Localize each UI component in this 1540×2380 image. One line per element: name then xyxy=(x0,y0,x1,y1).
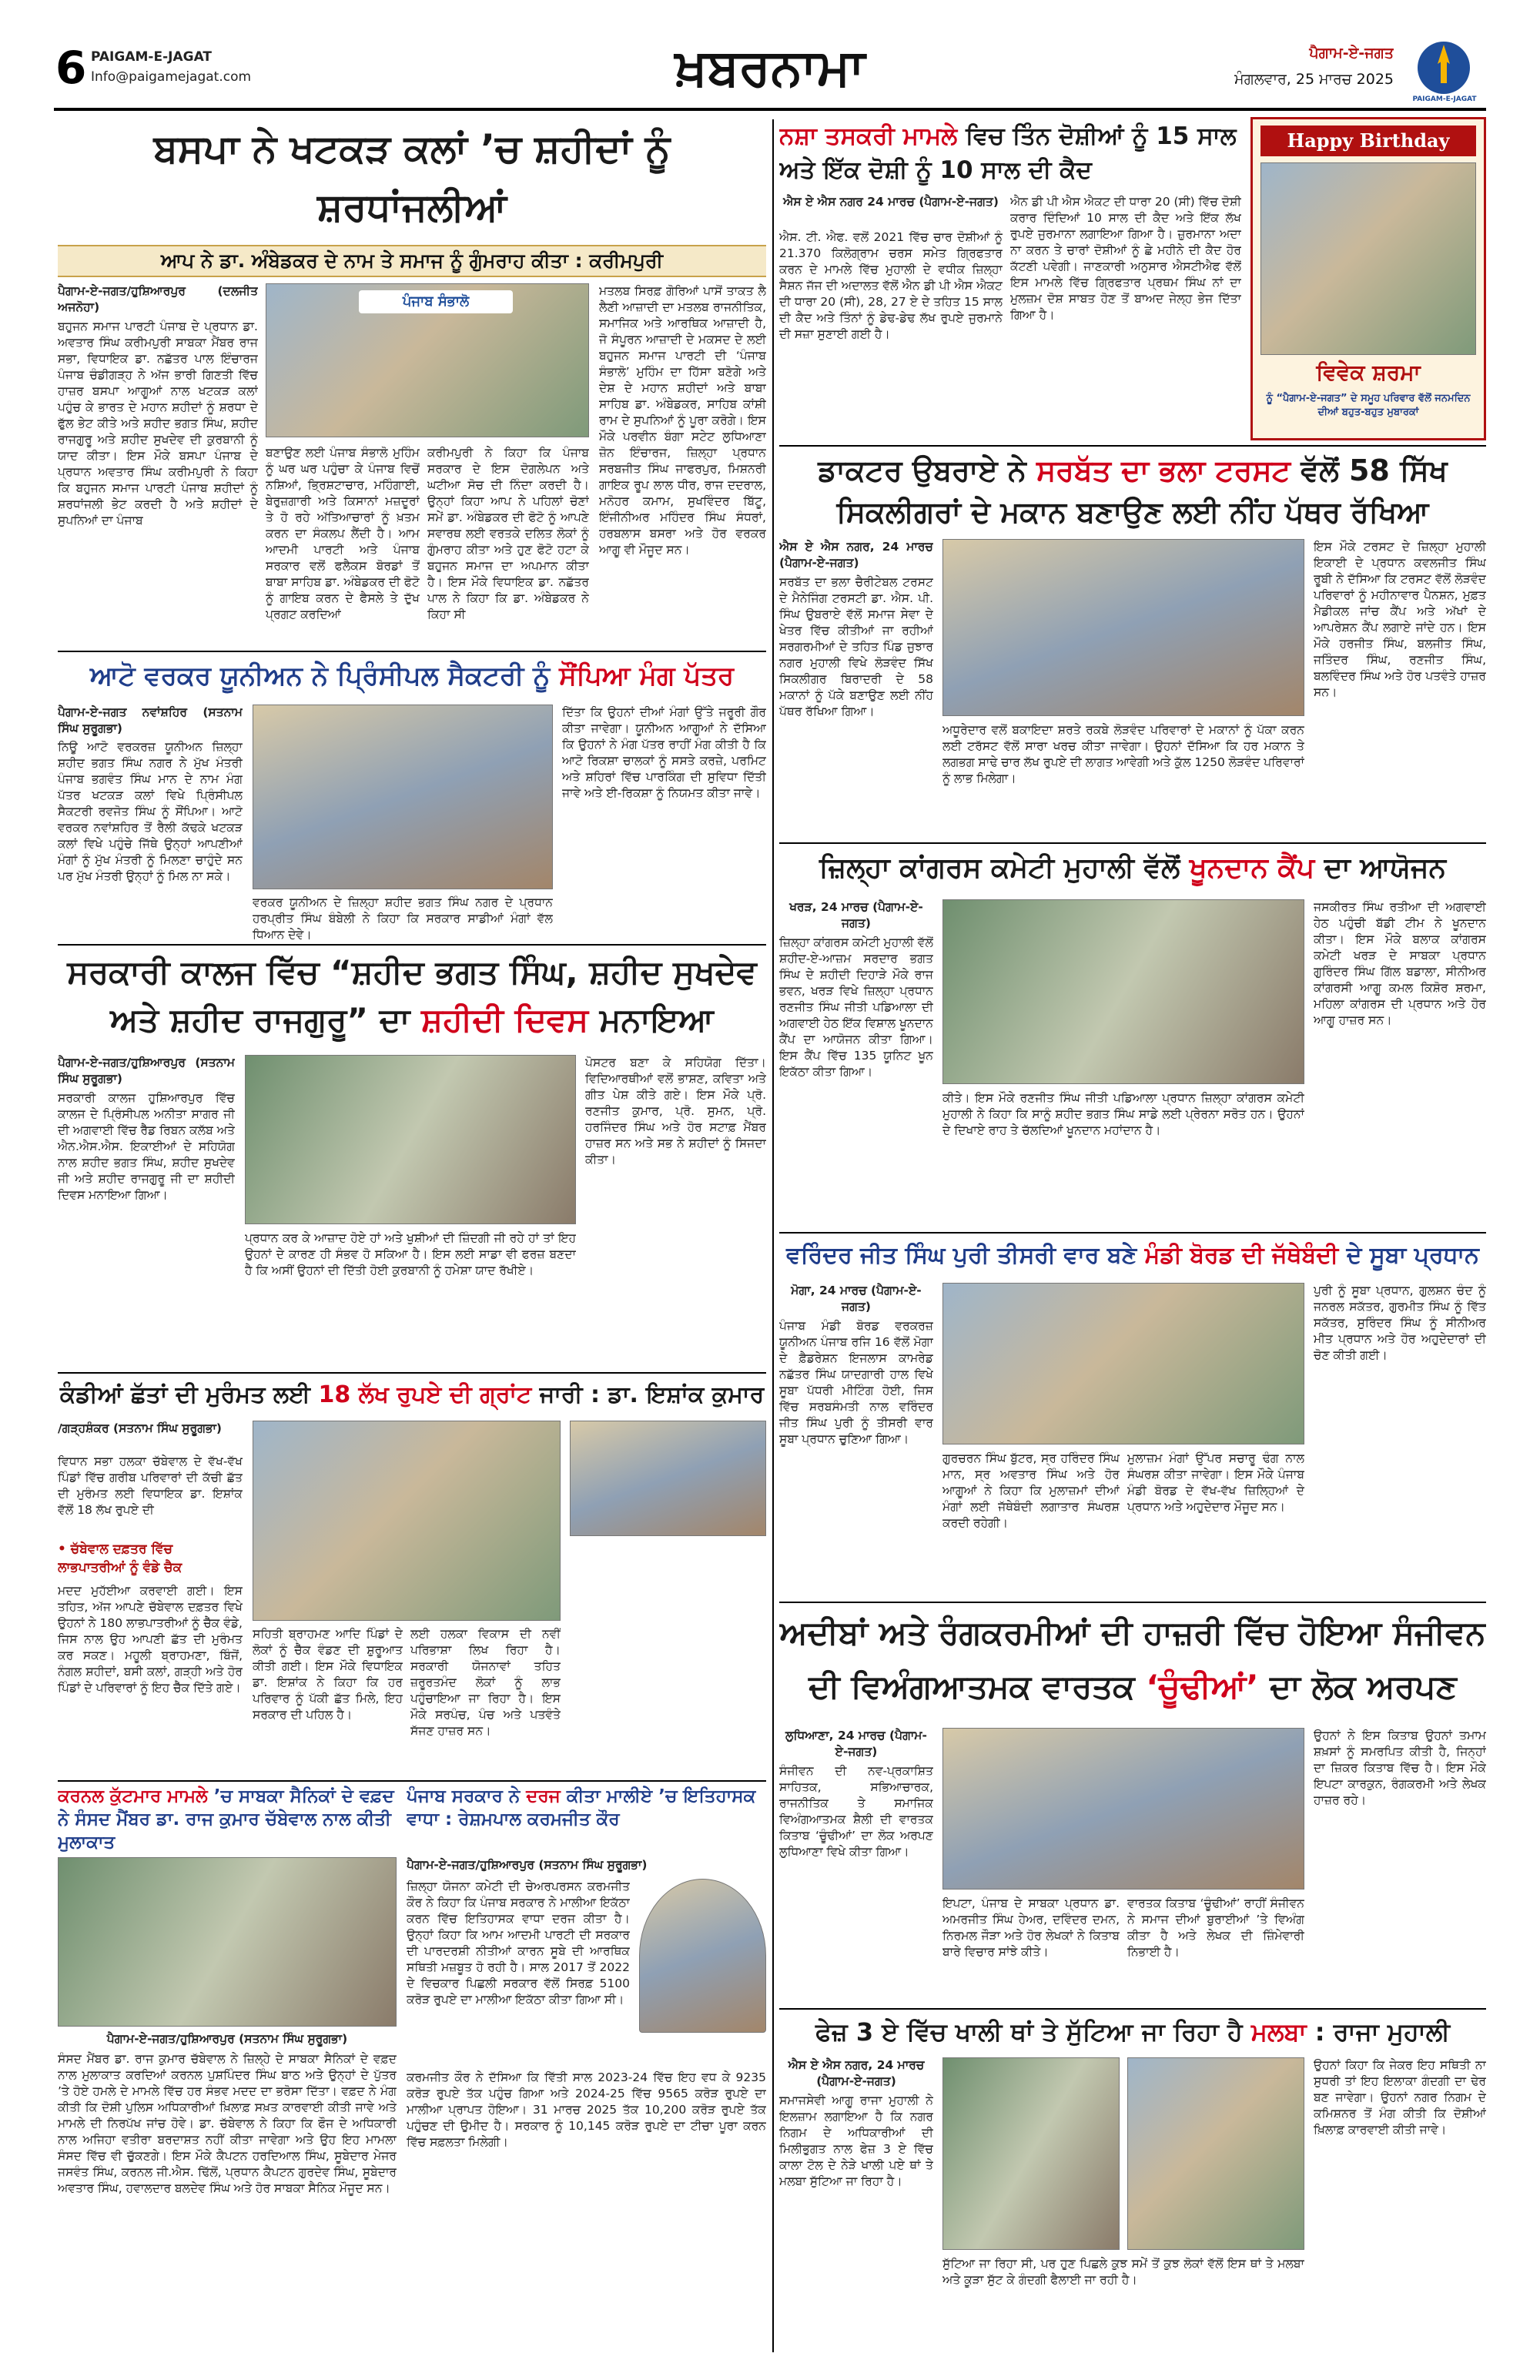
birthday-message: ਨੂੰ “ਪੈਗਾਮ-ਏ-ਜਗਤ” ਦੇ ਸਮੂਹ ਪਰਿਵਾਰ ਵੱਲੋਂ ਜਨਮਦਿਨ ਦੀਆਂ ਬਹੁਤ-ਬਹੁਤ ਮੁਬਾਰਕਾਂ xyxy=(1266,393,1471,418)
mandi-headline-part2: ਦੇ ਸੂਬਾ ਪ੍ਰਧਾਨ xyxy=(1346,1242,1479,1269)
grant-dateline: /ਗੜ੍ਹਸ਼ੰਕਰ (ਸਤਨਾਮ ਸਿੰਘ ਸੁਰੂਗਭਾ) xyxy=(58,1421,223,1435)
congress-headline-part2: ਦਾ ਆਯੋਜਨ xyxy=(1324,852,1446,884)
malba-headline-part2: : ਰਾਜਾ ਮੁਹਾਲੀ xyxy=(1314,2017,1451,2047)
logo-text: PAIGAM-E-JAGAT xyxy=(1412,95,1477,103)
mandi-dateline: ਮੋਗਾ, 24 ਮਾਰਚ (ਪੈਗਾਮ-ਏ-ਜਗਤ) xyxy=(791,1284,922,1314)
congress-headline-red: ਖੂਨਦਾਨ ਕੈਂਪ xyxy=(1189,852,1315,884)
malba-body-1: ਸਮਾਜਸੇਵੀ ਆਗੂ ਰਾਜਾ ਮੁਹਾਲੀ ਨੇ ਇਲਜ਼ਾਮ ਲਗਾਇਆ ਹੈ ਕਿ ਨਗਰ ਨਿਗਮ ਦੇ ਅਧਿਕਾਰੀਆਂ ਦੀ ਮਿਲੀਭੁਗਤ ਨਾਲ ਫੇਜ਼ 3 ਏ ਵਿੱਚ ਕਾਲਾ ਟੋਲ ਦੇ ਨੇੜੇ ਖਾਲੀ ਪਏ ਥਾਂ ਤੇ ਮਲਬਾ ਸੁੱਟਿਆ ਜਾ ਰਿਹਾ ਹੈ। xyxy=(779,2094,933,2188)
malba-dateline: ਐਸ ਏ ਐਸ ਨਗਰ, 24 ਮਾਰਚ (ਪੈਗਾਮ-ਏ-ਜਗਤ) xyxy=(788,2058,925,2088)
budget-headline-part1: ਪੰਜਾਬ ਸਰਕਾਰ ਨੇ xyxy=(407,1786,521,1806)
budget-dateline: ਪੈਗਾਮ-ਏ-ਜਗਤ/ਹੁਸ਼ਿਆਰਪੁਰ (ਸਤਨਾਮ ਸਿੰਘ ਸੁਰੂਗਭਾ) xyxy=(407,1858,648,1872)
section-title: ਖ਼ਬਰਨਾਮਾ xyxy=(675,37,865,97)
budget-headline-red: ਦਰਜ xyxy=(526,1786,561,1806)
drugs-headline-rest: ਵਿਚ ਤਿੰਨ ਦੋਸ਼ੀਆਂ ਨੂੰ 15 ਸਾਲ ਅਤੇ ਇੱਕ ਦੋਸ਼ੀ ਨੂੰ 10 ਸਾਲ ਦੀ ਕੈਦ xyxy=(779,122,1237,184)
chundian-photo xyxy=(942,1728,1304,1890)
grant-photo xyxy=(253,1421,561,1621)
bsp-photo-banner: ਪੰਜਾਬ ਸੰਭਾਲੋ xyxy=(359,290,513,313)
drugs-body-1: ਐਸ. ਟੀ. ਐਫ. ਵਲੋਂ 2021 ਵਿੱਚ ਚਾਰ ਦੋਸ਼ੀਆਂ ਨੂੰ 21.370 ਕਿਲੋਗ੍ਰਾਮ ਚਰਸ ਸਮੇਤ ਗ੍ਰਿਫਤਾਰ ਕਰਨ ਦੇ ਮਾਮਲੇ ਵਿੱਚ ਮੁਹਾਲੀ ਦੇ ਵਧੀਕ ਜ਼ਿਲ੍ਹਾ ਸੈਸ਼ਨ ਜੱਜ ਦੀ ਅਦਾਲਤ ਵੱਲੋਂ ਐਨ ਡੀ ਪੀ ਐਸ ਐਕਟ ਦੀ ਧਾਰਾ 20 (ਸੀ), 28, 27 ਏ ਦੇ ਤਹਿਤ 15 ਸਾਲ ਦੀ ਕੈਦ ਅਤੇ ਤਿੰਨਾਂ ਨੂੰ ਡੇਢ-ਡੇਢ ਲੱਖ ਰੁਪਏ ਜੁਰਮਾਨੇ ਦੀ ਸਜ਼ਾ ਸੁਣਾਈ ਗਈ ਹੈ। xyxy=(779,230,1003,341)
bsp-body-3: ਕਰੀਮਪੁਰੀ ਨੇ ਕਿਹਾ ਕਿ ਪੰਜਾਬ ਸਰਕਾਰ ਦੇ ਇਸ ਦੋਗਲੇਪਨ ਅਤੇ ਘਟੀਆ ਸੋਚ ਦੀ ਨਿੰਦਾ ਕਰਦੀ ਹੈ। ਉਨ੍ਹਾਂ ਕਿਹਾ ਆਪ ਨੇ ਪਹਿਲਾਂ ਚੋਣਾਂ ਸਮੇਂ ਡਾ. ਅੰਬੇਡਕਰ ਦੀ ਫੋਟੋ ਨੂੰ ਆਪਣੇ ਸਵਾਰਥ ਲਈ ਵਰਤਕੇ ਦਲਿਤ ਲੋਕਾਂ ਨੂੰ ਗੁੰਮਰਾਹ ਕੀਤਾ ਅਤੇ ਹੁਣ ਫੋਟੋ ਹਟਾ ਕੇ ਬਹੁਜਨ ਸਮਾਜ ਦਾ ਅਪਮਾਨ ਕੀਤਾ ਹੈ। ਇਸ ਮੌਕੇ ਵਿਧਾਇਕ ਡਾ. ਨਛੱਤਰ ਪਾਲ ਨੇ ਕਿਹਾ ਕਿ ਡਾ. ਅੰਬੇਡਕਰ ਨੇ ਕਿਹਾ ਸੀ xyxy=(427,446,589,621)
trust-dateline: ਐਸ ਏ ਐਸ ਨਗਰ, 24 ਮਾਰਚ (ਪੈਗਾਮ-ਏ-ਜਗਤ) xyxy=(779,540,933,570)
grant-body-3: ਸਹਿਤੀ ਬ੍ਰਾਹਮਣ ਆਦਿ ਪਿੰਡਾਂ ਦੇ ਲੋਕਾਂ ਨੂੰ ਚੈੱਕ ਵੰਡਣ ਦੀ ਸ਼ੁਰੂਆਤ ਕੀਤੀ ਗਈ। ਇਸ ਮੌਕੇ ਵਿਧਾਇਕ ਡਾ. ਇਸ਼ਾਂਕ ਨੇ ਕਿਹਾ ਕਿ ਹਰ ਪਰਿਵਾਰ ਨੂੰ ਪੱਕੀ ਛੱਤ ਮਿਲੇ, ਇਹ ਸਰਕਾਰ ਦੀ ਪਹਿਲ ਹੈ। xyxy=(253,1627,403,1722)
bsp-dateline: ਪੈਗਾਮ-ਏ-ਜਗਤ/ਹੁਸ਼ਿਆਰਪੁਰ (ਦਲਜੀਤ ਅਜਨੋਹਾ) xyxy=(58,284,258,314)
trust-photo xyxy=(942,539,1304,716)
chundian-body-4: ਉਹਨਾਂ ਨੇ ਇਸ ਕਿਤਾਬ ਉਹਨਾਂ ਤਮਾਮ ਸ਼ਖ਼ਸਾਂ ਨੂੰ ਸਮਰਪਿਤ ਕੀਤੀ ਹੈ, ਜਿਨ੍ਹਾਂ ਦਾ ਜ਼ਿਕਰ ਕਿਤਾਬ ਵਿੱਚ ਹੈ। ਇਸ ਮੌਕੇ ਇਪਟਾ ਕਾਰਕੁਨ, ਰੰਗਕਰਮੀ ਅਤੇ ਲੇਖਕ ਹਾਜ਼ਰ ਰਹੇ। xyxy=(1314,1729,1486,1807)
congress-body-2: ਕੀਤੇ। ਇਸ ਮੌਕੇ ਰਣਜੀਤ ਸਿੰਘ ਜੀਤੀ ਪਡਿਆਲਾ ਪ੍ਰਧਾਨ ਜ਼ਿਲ੍ਹਾ ਕਾਂਗਰਸ ਕਮੇਟੀ ਮੁਹਾਲੀ ਨੇ ਕਿਹਾ ਕਿ ਸਾਨੂੰ ਸ਼ਹੀਦ ਭਗਤ ਸਿੰਘ ਸਾਡੇ ਲਈ ਪ੍ਰੇਰਨਾ ਸਰੋਤ ਹਨ। ਉਹਨਾਂ ਦੇ ਦਿਖਾਏ ਰਾਹ ਤੇ ਚੱਲਦਿਆਂ ਖੂਨਦਾਨ ਮਹਾਂਦਾਨ ਹੈ। xyxy=(942,1091,1304,1137)
colonel-dateline: ਪੈਗਾਮ-ਏ-ਜਗਤ/ਹੁਸ਼ਿਆਰਪੁਰ (ਸਤਨਾਮ ਸਿੰਘ ਸੁਰੂਗਭਾ) xyxy=(106,2032,348,2046)
malba-photo-1 xyxy=(942,2057,1120,2250)
page-number: 6 xyxy=(55,42,87,94)
college-dateline: ਪੈਗਾਮ-ਏ-ਜਗਤ/ਹੁਸ਼ਿਆਰਪੁਰ (ਸਤਨਾਮ ਸਿੰਘ ਸੁਰੂਗਭਾ) xyxy=(58,1056,235,1086)
divider-9 xyxy=(779,2008,1486,2010)
grant-headline-part2: ਜਾਰੀ : ਡਾ. ਇਸ਼ਾਂਕ ਕੁਮਾਰ xyxy=(539,1381,765,1408)
chundian-headline-part2: ਦਾ ਲੋਕ ਅਰਪਣ xyxy=(1270,1668,1457,1705)
mandi-headline-red: ਮੰਡੀ ਬੋਰਡ ਦੀ ਜੱਥੇਬੰਦੀ xyxy=(1144,1242,1339,1269)
college-photo xyxy=(245,1055,576,1224)
auto-body-3: ਵਰਕਰ ਯੂਨੀਅਨ ਦੇ ਜ਼ਿਲ੍ਹਾ ਸ਼ਹੀਦ ਭਗਤ ਸਿੰਘ ਨਗਰ ਦੇ ਪ੍ਰਧਾਨ ਹਰਪ੍ਰੀਤ ਸਿੰਘ ਬੰਬੇਲੀ ਨੇ ਕਿਹਾ ਕਿ ਸਰਕਾਰ ਸਾਡੀਆਂ ਮੰਗਾਂ ਵੱਲ ਧਿਆਨ ਦੇਵੇ। xyxy=(253,895,553,941)
grant-photo-2 xyxy=(570,1421,766,1536)
divider-5 xyxy=(779,445,1486,447)
drugs-headline-red: ਨਸ਼ਾ ਤਸਕਰੀ ਮਾਮਲੇ xyxy=(779,122,958,150)
divider-7 xyxy=(779,1232,1486,1234)
column-divider xyxy=(772,119,774,2352)
grant-headline-red: 18 ਲੱਖ ਰੁਪਏ ਦੀ ਗ੍ਰਾਂਟ xyxy=(318,1381,532,1408)
issue-date: ਮੰਗਲਵਾਰ, 25 ਮਾਰਚ 2025 xyxy=(1234,71,1394,88)
trust-headline-part2: ਵੱਲੋਂ 58 ਸਿੱਖ ਸਿਕਲੀਗਰਾਂ ਦੇ ਮਕਾਨ ਬਣਾਉਣ ਲਈ ਨੀਂਹ ਪੱਥਰ ਰੱਖਿਆ xyxy=(836,454,1448,529)
trust-body-1: ਸਰਬੱਤ ਦਾ ਭਲਾ ਚੈਰੀਟੇਬਲ ਟਰਸਟ ਦੇ ਮੈਨੇਜਿੰਗ ਟਰਸਟੀ ਡਾ. ਐਸ. ਪੀ. ਸਿੰਘ ਉਬਰਾਏ ਵੱਲੋਂ ਸਮਾਜ ਸੇਵਾ ਦੇ ਖੇਤਰ ਵਿੱਚ ਕੀਤੀਆਂ ਜਾ ਰਹੀਆਂ ਸਰਗਰਮੀਆਂ ਦੇ ਤਹਿਤ ਪਿੰਡ ਜੁਝਾਰ ਨਗਰ ਮੁਹਾਲੀ ਵਿਖੇ ਲੋੜਵੰਦ ਸਿੱਖ ਸਿਕਲੀਗਰ ਬਿਰਾਦਰੀ ਦੇ 58 ਮਕਾਨਾਂ ਨੂੰ ਪੱਕੇ ਬਣਾਉਣ ਲਈ ਨੀਂਹ ਪੱਥਰ ਰੱਖਿਆ ਗਿਆ। xyxy=(779,575,933,718)
chundian-headline-part1: ਅਦੀਬਾਂ ਅਤੇ ਰੰਗਕਰਮੀਆਂ ਦੀ ਹਾਜ਼ਰੀ ਵਿੱਚ ਹੋਇਆ ਸੰਜੀਵਨ ਦੀ ਵਿਅੰਗਆਤਮਕ ਵਾਰਤਕ xyxy=(779,1614,1486,1705)
paper-name: ਪੈਗਾਮ-ਏ-ਜਗਤ xyxy=(1309,45,1394,62)
paper-logo xyxy=(1409,37,1478,99)
budget-headline-part2: ਕੀਤਾ ਮਾਲੀਏ ’ਚ ਇਤਿਹਾਸਕ ਵਾਧਾ : ਰੇਸ਼ਮਪਾਲ ਕਰਮਜੀਤ ਕੌਰ xyxy=(407,1786,756,1829)
congress-dateline: ਖਰੜ, 24 ਮਾਰਚ (ਪੈਗਾਮ-ਏ-ਜਗਤ) xyxy=(789,900,923,930)
trust-headline xyxy=(779,450,1486,536)
auto-headline-part1: ਆਟੋ ਵਰਕਰ ਯੂਨੀਅਨ ਨੇ ਪ੍ਰਿੰਸੀਪਲ ਸੈਕਟਰੀ ਨੂੰ xyxy=(89,661,551,691)
auto-body-1: ਨਿਊ ਆਟੋ ਵਰਕਰਜ਼ ਯੂਨੀਅਨ ਜ਼ਿਲ੍ਹਾ ਸ਼ਹੀਦ ਭਗਤ ਸਿੰਘ ਨਗਰ ਨੇ ਮੁੱਖ ਮੰਤਰੀ ਪੰਜਾਬ ਭਗਵੰਤ ਸਿੰਘ ਮਾਨ ਦੇ ਨਾਮ ਮੰਗ ਪੱਤਰ ਖਟਕੜ ਕਲਾਂ ਵਿਖੇ ਪ੍ਰਿੰਸੀਪਲ ਸੈਕਟਰੀ ਰਵਜੋਤ ਸਿੰਘ ਨੂੰ ਸੌਂਪਿਆ। ਆਟੋ ਵਰਕਰ ਨਵਾਂਸ਼ਹਿਰ ਤੋਂ ਰੈਲੀ ਕੱਢਕੇ ਖਟਕੜ ਕਲਾਂ ਵਿਖੇ ਪਹੁੰਚੇ ਜਿੱਥੇ ਉਨ੍ਹਾਂ ਆਪਣੀਆਂ ਮੰਗਾਂ ਨੂੰ ਮੁੱਖ ਮੰਤਰੀ ਨੂੰ ਮਿਲਣਾ ਚਾਹੁੰਦੇ ਸਨ ਪਰ ਮੁੱਖ ਮੰਤਰੀ ਉਨ੍ਹਾਂ ਨੂੰ ਮਿਲ ਨਾ ਸਕੇ। xyxy=(58,740,243,883)
trust-headline-part1: ਡਾਕਟਰ ਉਬਰਾਏ ਨੇ xyxy=(818,454,1026,487)
bsp-headline-part1: ਬਸਪਾ ਨੇ ਖਟਕੜ ਕਲਾਂ ’ਚ ਸ਼ਹੀਦਾਂ ਨੂੰ ਸ਼ਰਧਾਂਜਲੀਆਂ xyxy=(153,126,671,229)
bsp-headline xyxy=(58,119,766,243)
bsp-body-1: ਬਹੁਜਨ ਸਮਾਜ ਪਾਰਟੀ ਪੰਜਾਬ ਦੇ ਪ੍ਰਧਾਨ ਡਾ. ਅਵਤਾਰ ਸਿੰਘ ਕਰੀਮਪੁਰੀ ਸਾਬਕਾ ਮੈਂਬਰ ਰਾਜ ਸਭਾ, ਵਿਧਾਇਕ ਡਾ. ਨਛੱਤਰ ਪਾਲ ਇੰਚਾਰਜ ਪੰਜਾਬ ਚੰਡੀਗੜ੍ਹ ਨੇ ਅੱਜ ਭਾਰੀ ਗਿਣਤੀ ਵਿੱਚ ਹਾਜ਼ਰ ਬਸਪਾ ਆਗੂਆਂ ਨਾਲ ਖਟਕੜ ਕਲਾਂ ਪਹੁੰਚ ਕੇ ਭਾਰਤ ਦੇ ਮਹਾਨ ਸ਼ਹੀਦਾਂ ਨੂੰ ਸ਼ਰਧਾ ਦੇ ਫੁੱਲ ਭੇਟ ਕੀਤੇ ਅਤੇ ਸ਼ਹੀਦ ਭਗਤ ਸਿੰਘ, ਸ਼ਹੀਦ ਰਾਜਗੁਰੂ ਅਤੇ ਸ਼ਹੀਦ ਸੁਖਦੇਵ ਦੀ ਕੁਰਬਾਨੀ ਨੂੰ ਯਾਦ ਕੀਤਾ। ਇਸ ਮੌਕੇ ਬਸਪਾ ਪੰਜਾਬ ਦੇ ਪ੍ਰਧਾਨ ਅਵਤਾਰ ਸਿੰਘ ਕਰੀਮਪੁਰੀ ਨੇ ਕਿਹਾ ਕਿ ਬਹੁਜਨ ਸਮਾਜ ਪਾਰਟੀ ਪੰਜਾਬ ਸ਼ਹੀਦਾਂ ਨੂੰ ਸ਼ਰਧਾਂਜਲੀ ਭੇਟ ਕਰਦੀ ਹੈ ਅਤੇ ਸ਼ਹੀਦਾਂ ਦੇ ਸੁਪਨਿਆਂ ਦਾ ਪੰਜਾਬ xyxy=(58,320,258,527)
auto-headline xyxy=(58,656,766,701)
malba-photo-2 xyxy=(1127,2057,1304,2250)
bsp-body-2: ਬਣਾਉਣ ਲਈ ਪੰਜਾਬ ਸੰਭਾਲੋ ਮੁਹਿੰਮ ਨੂੰ ਘਰ ਘਰ ਪਹੁੰਚਾ ਕੇ ਪੰਜਾਬ ਵਿਚੋਂ ਨਸ਼ਿਆਂ, ਭ੍ਰਿਸ਼ਟਾਚਾਰ, ਮਹਿੰਗਾਈ, ਬੇਰੁਜ਼ਗਾਰੀ ਅਤੇ ਕਿਸਾਨਾਂ ਮਜ਼ਦੂਰਾਂ ਤੇ ਹੋ ਰਹੇ ਅੱਤਿਆਚਾਰਾਂ ਨੂੰ ਖ਼ਤਮ ਕਰਨ ਦਾ ਸੰਕਲਪ ਲੈਂਦੀ ਹੈ। ਆਮ ਆਦਮੀ ਪਾਰਟੀ ਅਤੇ ਪੰਜਾਬ ਸਰਕਾਰ ਵਲੋਂ ਫਲੈਕਸ ਬੋਰਡਾਂ ਤੋਂ ਬਾਬਾ ਸਾਹਿਬ ਡਾ. ਅੰਬੇਡਕਰ ਦੀ ਫੋਟੋ ਨੂੰ ਗਾਇਬ ਕਰਨ ਦੇ ਫੈਸਲੇ ਤੇ ਦੁੱਖ ਪ੍ਰਗਟ ਕਰਦਿਆਂ xyxy=(266,446,420,621)
budget-headline xyxy=(407,1785,766,1854)
bsp-photo xyxy=(266,283,589,437)
brand-name: PAIGAM-E-JAGAT xyxy=(91,49,213,65)
grant-body-4: ਲਈ ਹਲਕਾ ਵਿਕਾਸ ਦੀ ਨਵੀਂ ਪਰਿਭਾਸ਼ਾ ਲਿਖ ਰਿਹਾ ਹੈ। ਸਰਕਾਰੀ ਯੋਜਨਾਵਾਂ ਤਹਿਤ ਜ਼ਰੂਰਤਮੰਦ ਲੋਕਾਂ ਨੂੰ ਲਾਭ ਪਹੁੰਚਾਇਆ ਜਾ ਰਿਹਾ ਹੈ। ਇਸ ਮੌਕੇ ਸਰਪੰਚ, ਪੰਚ ਅਤੇ ਪਤਵੰਤੇ ਸੱਜਣ ਹਾਜ਼ਰ ਸਨ। xyxy=(410,1627,561,1738)
header-rule xyxy=(54,108,1486,111)
auto-headline-red: ਸੌਂਪਿਆ ਮੰਗ ਪੱਤਰ xyxy=(559,661,735,691)
trust-body-2: ਅਧੂਰੇਦਾਰ ਵਲੋਂ ਬਕਾਇਦਾ ਸ਼ਰਤੇ ਰਕਬੇ ਲੋੜਵੰਦ ਪਰਿਵਾਰਾਂ ਦੇ ਮਕਾਨਾਂ ਨੂੰ ਪੱਕਾ ਕਰਨ ਲਈ ਟਰੱਸਟ ਵੱਲੋਂ ਸਾਰਾ ਖਰਚ ਕੀਤਾ ਜਾਵੇਗਾ। ਉਹਨਾਂ ਦੱਸਿਆ ਕਿ ਹਰ ਮਕਾਨ ਤੇ ਲਗਭਗ ਸਾਢੇ ਚਾਰ ਲੱਖ ਰੁਪਏ ਦੀ ਲਾਗਤ ਆਵੇਗੀ ਅਤੇ ਕੁੱਲ 1250 ਲੋੜਵੰਦ ਪਰਿਵਾਰਾਂ ਨੂੰ ਲਾਭ ਮਿਲੇਗਾ। xyxy=(942,723,1304,785)
auto-body-2: ਦਿੱਤਾ ਕਿ ਉਹਨਾਂ ਦੀਆਂ ਮੰਗਾਂ ਉੱਤੇ ਜਰੂਰੀ ਗੌਰ ਕੀਤਾ ਜਾਵੇਗਾ। ਯੂਨੀਅਨ ਆਗੂਆਂ ਨੇ ਦੱਸਿਆ ਕਿ ਉਹਨਾਂ ਨੇ ਮੰਗ ਪੱਤਰ ਰਾਹੀਂ ਮੰਗ ਕੀਤੀ ਹੈ ਕਿ ਆਟੋ ਰਿਕਸ਼ਾ ਚਾਲਕਾਂ ਨੂੰ ਸਸਤੇ ਕਰਜ਼ੇ, ਪਰਮਿਟ ਅਤੇ ਸ਼ਹਿਰਾਂ ਵਿੱਚ ਪਾਰਕਿੰਗ ਦੀ ਸੁਵਿਧਾ ਦਿੱਤੀ ਜਾਵੇ ਅਤੇ ਈ-ਰਿਕਸ਼ਾ ਨੂੰ ਨਿਯਮਤ ਕੀਤਾ ਜਾਵੇ। xyxy=(562,705,766,800)
college-body-2: ਪ੍ਰਧਾਨ ਕਰ ਕੇ ਆਜ਼ਾਦ ਹੋਏ ਹਾਂ ਅਤੇ ਖੁਸ਼ੀਆਂ ਦੀ ਜ਼ਿੰਦਗੀ ਜੀ ਰਹੇ ਹਾਂ ਤਾਂ ਇਹ ਉਹਨਾਂ ਦੇ ਕਾਰਣ ਹੀ ਸੰਭਵ ਹੋ ਸਕਿਆ ਹੈ। ਇਸ ਲਈ ਸਾਡਾ ਵੀ ਫਰਜ਼ ਬਣਦਾ ਹੈ ਕਿ ਅਸੀਂ ਉਹਨਾਂ ਦੀ ਦਿੱਤੀ ਹੋਈ ਕੁਰਬਾਨੀ ਨੂੰ ਹਮੇਸ਼ਾ ਯਾਦ ਰੱਖੀਏ। xyxy=(245,1231,576,1277)
grant-body-2: ਮਦਦ ਮੁਹੱਈਆ ਕਰਵਾਈ ਗਈ। ਇਸ ਤਹਿਤ, ਅੱਜ ਆਪਣੇ ਚੱਬੇਵਾਲ ਦਫ਼ਤਰ ਵਿਖੇ ਉਹਨਾਂ ਨੇ 180 ਲਾਭਪਾਤਰੀਆਂ ਨੂੰ ਚੈੱਕ ਵੰਡੇ, ਜਿਸ ਨਾਲ ਉਹ ਆਪਣੀ ਛੱਤ ਦੀ ਮੁਰੰਮਤ ਕਰ ਸਕਣ। ਮਹੂਲੀ ਬ੍ਰਾਹਮਣਾ, ਬਿੰਜੋਂ, ਨੰਗਲ ਸ਼ਹੀਦਾਂ, ਬਸੀ ਕਲਾਂ, ਗੜ੍ਹੀ ਅਤੇ ਹੋਰ ਪਿੰਡਾਂ ਦੇ ਪਰਿਵਾਰਾਂ ਨੂੰ ਇਹ ਚੈੱਕ ਦਿੱਤੇ ਗਏ। xyxy=(58,1584,243,1695)
chundian-body-1: ਸੰਜੀਵਨ ਦੀ ਨਵ-ਪ੍ਰਕਾਸ਼ਿਤ ਸਾਹਿਤਕ, ਸਭਿਆਚਾਰਕ, ਰਾਜਨੀਤਿਕ ਤੇ ਸਮਾਜਿਕ ਵਿਅੰਗਆਤਮਕ ਸ਼ੈਲੀ ਦੀ ਵਾਰਤਕ ਕਿਤਾਬ ‘ਚੂੰਢੀਆਂ’ ਦਾ ਲੋਕ ਅਰਪਣ ਲੁਧਿਆਣਾ ਵਿਖੇ ਕੀਤਾ ਗਿਆ। xyxy=(779,1764,933,1859)
mandi-body-1: ਪੰਜਾਬ ਮੰਡੀ ਬੋਰਡ ਵਰਕਰਜ਼ ਯੂਨੀਅਨ ਪੰਜਾਬ ਰਜਿ 16 ਵੱਲੋਂ ਮੋਗਾ ਦੇ ਫ਼ੈਡਰੇਸ਼ਨ ਇਜਲਾਸ ਕਾਮਰੇਡ ਨਛੱਤਰ ਸਿੰਘ ਯਾਦਗਾਰੀ ਹਾਲ ਵਿਖੇ ਸੂਬਾ ਪੱਧਰੀ ਮੀਟਿੰਗ ਹੋਈ, ਜਿਸ ਵਿੱਚ ਸਰਬਸੰਮਤੀ ਨਾਲ ਵਰਿੰਦਰ ਜੀਤ ਸਿੰਘ ਪੁਰੀ ਨੂੰ ਤੀਸਰੀ ਵਾਰ ਸੂਬਾ ਪ੍ਰਧਾਨ ਚੁਣਿਆ ਗਿਆ। xyxy=(779,1319,933,1446)
divider-1 xyxy=(58,651,766,652)
auto-dateline: ਪੈਗਾਮ-ਏ-ਜਗਤ ਨਵਾਂਸ਼ਹਿਰ (ਸਤਨਾਮ ਸਿੰਘ ਸੁਰੂਗਭਾ) xyxy=(58,705,243,735)
mandi-headline xyxy=(779,1237,1486,1278)
divider-8 xyxy=(779,1602,1486,1603)
malba-headline xyxy=(779,2013,1486,2053)
auto-photo xyxy=(253,705,553,889)
bsp-body-4: ਮਤਲਬ ਸਿਰਫ਼ ਗੋਰਿਆਂ ਪਾਸੋਂ ਤਾਕਤ ਲੈ ਲੈਣੀ ਆਜ਼ਾਦੀ ਦਾ ਮਤਲਬ ਰਾਜਨੀਤਿਕ, ਸਮਾਜਿਕ ਅਤੇ ਆਰਥਿਕ ਆਜ਼ਾਦੀ ਹੈ, ਜੋ ਸੰਪੂਰਨ ਆਜ਼ਾਦੀ ਦੇ ਮਕਸਦ ਦੇ ਲਈ ਬਹੁਜਨ ਸਮਾਜ ਪਾਰਟੀ ਦੀ ‘ਪੰਜਾਬ ਸੰਭਾਲੋ’ ਮੁਹਿੰਮ ਦਾ ਹਿੱਸਾ ਬਣੋਗੇ ਅਤੇ ਦੇਸ਼ ਦੇ ਮਹਾਨ ਸ਼ਹੀਦਾਂ ਅਤੇ ਬਾਬਾ ਸਾਹਿਬ ਡਾ. ਅੰਬੇਡਕਰ, ਸਾਹਿਬ ਕਾਂਸ਼ੀ ਰਾਮ ਦੇ ਸੁਪਨਿਆਂ ਨੂੰ ਪੂਰਾ ਕਰੋਗੇ। ਇਸ ਮੌਕੇ ਪਰਵੀਨ ਬੰਗਾ ਸਟੇਟ ਲੁਧਿਆਣਾ ਜ਼ੋਨ ਇੰਚਾਰਜ, ਜ਼ਿਲ੍ਹਾ ਪ੍ਰਧਾਨ ਸਰਬਜੀਤ ਸਿੰਘ ਜਾਫਰਪੁਰ, ਮਿਸ਼ਨਰੀ ਗਾਇਕ ਰੂਪ ਲਾਲ ਧੀਰ, ਰਾਜ ਦਦਰਾਲ, ਮਨੋਹਰ ਕਮਾਮ, ਸੁਖਵਿੰਦਰ ਬਿੱਟੂ, ਇੰਜੀਨੀਅਰ ਮਹਿੰਦਰ ਸਿੰਘ ਸੰਧਰਾਂ, ਹਰਬਲਾਸ ਬਸਰਾ ਅਤੇ ਹੋਰ ਵਰਕਰ ਆਗੂ ਵੀ ਮੌਜੂਦ ਸਨ। xyxy=(599,284,766,557)
congress-photo xyxy=(942,899,1304,1084)
birthday-photo xyxy=(1260,162,1476,355)
drugs-headline xyxy=(779,119,1241,190)
trust-body-3: ਇਸ ਮੌਕੇ ਟਰਸਟ ਦੇ ਜ਼ਿਲ੍ਹਾ ਮੁਹਾਲੀ ਇਕਾਈ ਦੇ ਪ੍ਰਧਾਨ ਕਵਲਜੀਤ ਸਿੰਘ ਰੂਬੀ ਨੇ ਦੱਸਿਆ ਕਿ ਟਰਸਟ ਵੱਲੋਂ ਲੋੜਵੰਦ ਪਰਿਵਾਰਾਂ ਨੂੰ ਮਹੀਨਾਵਾਰ ਪੈਨਸ਼ਨ, ਮੁਫ਼ਤ ਮੈਡੀਕਲ ਜਾਂਚ ਕੈਂਪ ਅਤੇ ਅੱਖਾਂ ਦੇ ਆਪਰੇਸ਼ਨ ਕੈਂਪ ਲਗਾਏ ਜਾਂਦੇ ਹਨ। ਇਸ ਮੌਕੇ ਹਰਜੀਤ ਸਿੰਘ, ਬਲਜੀਤ ਸਿੰਘ, ਜਤਿੰਦਰ ਸਿੰਘ, ਰਣਜੀਤ ਸਿੰਘ, ਬਲਵਿੰਦਰ ਸਿੰਘ ਅਤੇ ਹੋਰ ਪਤਵੰਤੇ ਹਾਜ਼ਰ ਸਨ। xyxy=(1314,540,1486,699)
divider-2 xyxy=(58,944,766,946)
college-body-3: ਪੋਸਟਰ ਬਣਾ ਕੇ ਸਹਿਯੋਗ ਦਿੱਤਾ। ਵਿਦਿਆਰਥੀਆਂ ਵਲੋਂ ਭਾਸ਼ਣ, ਕਵਿਤਾ ਅਤੇ ਗੀਤ ਪੇਸ਼ ਕੀਤੇ ਗਏ। ਇਸ ਮੌਕੇ ਪ੍ਰੋ. ਰਣਜੀਤ ਕੁਮਾਰ, ਪ੍ਰੋ. ਸੁਮਨ, ਪ੍ਰੋ. ਹਰਜਿੰਦਰ ਸਿੰਘ ਅਤੇ ਹੋਰ ਸਟਾਫ਼ ਮੈਂਬਰ ਹਾਜ਼ਰ ਸਨ ਅਤੇ ਸਭ ਨੇ ਸ਼ਹੀਦਾਂ ਨੂੰ ਸਿਜਦਾ ਕੀਤਾ। xyxy=(585,1056,766,1167)
colonel-headline-rest: ’ਚ ਸਾਬਕਾ ਸੈਨਿਕਾਂ ਦੇ ਵਫ਼ਦ ਨੇ ਸੰਸਦ ਮੈਂਬਰ ਡਾ. ਰਾਜ ਕੁਮਾਰ ਚੱਬੇਵਾਲ ਨਾਲ ਕੀਤੀ ਮੁਲਾਕਾਤ xyxy=(58,1786,394,1853)
drugs-dateline: ਐਸ ਏ ਐਸ ਨਗਰ 24 ਮਾਰਚ (ਪੈਗਾਮ-ਏ-ਜਗਤ) xyxy=(783,195,999,209)
mandi-photo xyxy=(942,1283,1304,1444)
malba-headline-red: ਮਲਬਾ xyxy=(1250,2017,1307,2047)
mandi-headline-part1: ਵਰਿੰਦਰ ਜੀਤ ਸਿੰਘ ਪੁਰੀ ਤੀਸਰੀ ਵਾਰ ਬਣੇ xyxy=(786,1242,1137,1269)
college-headline-part1: ਸਰਕਾਰੀ ਕਾਲਜ ਵਿੱਚ “ਸ਼ਹੀਦ ਭਗਤ ਸਿੰਘ, ਸ਼ਹੀਦ ਸੁਖਦੇਵ ਅਤੇ ਸ਼ਹੀਦ ਰਾਜਗੁਰੂ” ਦਾ xyxy=(67,953,757,1039)
drugs-body-2: ਐਨ ਡੀ ਪੀ ਐਸ ਐਕਟ ਦੀ ਧਾਰਾ 20 (ਸੀ) ਵਿੱਚ ਦੋਸ਼ੀ ਕਰਾਰ ਦਿੰਦਿਆਂ 10 ਸਾਲ ਦੀ ਕੈਦ ਅਤੇ ਇੱਕ ਲੱਖ ਰੁਪਏ ਜੁਰਮਾਨਾ ਲਗਾਇਆ ਗਿਆ ਹੈ। ਜ਼ੁਰਮਾਨਾ ਅਦਾ ਨਾ ਕਰਨ ਤੇ ਚਾਰਾਂ ਦੋਸ਼ੀਆਂ ਨੂੰ ਛੇ ਮਹੀਨੇ ਦੀ ਕੈਦ ਹੋਰ ਕੱਟਣੀ ਪਵੇਗੀ। ਜਾਣਕਾਰੀ ਅਨੁਸਾਰ ਐਸਟੀਐਫ ਵੱਲੋਂ ਇਸ ਮਾਮਲੇ ਵਿੱਚ ਗ੍ਰਿਫਤਾਰ ਪ੍ਰਥਮ ਸਿੰਘ ਨਾਂ ਦਾ ਮੁਲਜ਼ਮ ਦੋਸ਼ ਸਾਬਤ ਹੋਣ ਤੋਂ ਬਾਅਦ ਜੇਲ੍ਹ ਭੇਜ ਦਿੱਤਾ ਗਿਆ ਹੈ। xyxy=(1010,195,1241,322)
college-headline-part2: ਮਨਾਇਆ xyxy=(599,1001,714,1039)
birthday-box xyxy=(1250,117,1486,440)
grant-headline-part1: ਕੰਡੀਆਂ ਛੱਤਾਂ ਦੀ ਮੁਰੰਮਤ ਲਈ xyxy=(59,1381,310,1408)
chundian-headline xyxy=(779,1606,1486,1722)
trust-headline-red: ਸਰਬੱਤ ਦਾ ਭਲਾ ਟਰਸਟ xyxy=(1036,454,1291,487)
colonel-headline-red: ਕਰਨਲ ਕੁੱਟਮਾਰ ਮਾਮਲੇ xyxy=(58,1786,208,1806)
college-headline-red: ਸ਼ਹੀਦੀ ਦਿਵਸ xyxy=(421,1001,589,1039)
budget-body-1: ਜ਼ਿਲ੍ਹਾ ਯੋਜਨਾ ਕਮੇਟੀ ਦੀ ਚੇਅਰਪਰਸਨ ਕਰਮਜੀਤ ਕੌਰ ਨੇ ਕਿਹਾ ਕਿ ਪੰਜਾਬ ਸਰਕਾਰ ਨੇ ਮਾਲੀਆ ਇਕੱਠਾ ਕਰਨ ਵਿੱਚ ਇਤਿਹਾਸਕ ਵਾਧਾ ਦਰਜ ਕੀਤਾ ਹੈ। ਉਨ੍ਹਾਂ ਕਿਹਾ ਕਿ ਆਮ ਆਦਮੀ ਪਾਰਟੀ ਦੀ ਸਰਕਾਰ ਦੀ ਪਾਰਦਰਸ਼ੀ ਨੀਤੀਆਂ ਕਾਰਨ ਸੂਬੇ ਦੀ ਆਰਥਿਕ ਸਥਿਤੀ ਮਜ਼ਬੂਤ ਹੋ ਰਹੀ ਹੈ। ਸਾਲ 2017 ਤੋਂ 2022 ਦੇ ਵਿਚਕਾਰ ਪਿਛਲੀ ਸਰਕਾਰ ਵੱਲੋਂ ਸਿਰਫ਼ 5100 ਕਰੋੜ ਰੁਪਏ ਦਾ ਮਾਲੀਆ ਇਕੱਠਾ ਕੀਤਾ ਗਿਆ ਸੀ। xyxy=(407,1880,630,2007)
college-body-1: ਸਰਕਾਰੀ ਕਾਲਜ ਹੁਸ਼ਿਆਰਪੁਰ ਵਿੱਚ ਕਾਲਜ ਦੇ ਪ੍ਰਿੰਸੀਪਲ ਅਨੀਤਾ ਸਾਗਰ ਜੀ ਦੀ ਅਗਵਾਈ ਵਿੱਚ ਰੈੱਡ ਰਿਬਨ ਕਲੱਬ ਅਤੇ ਐਨ.ਐਸ.ਐਸ. ਇਕਾਈਆਂ ਦੇ ਸਹਿਯੋਗ ਨਾਲ ਸ਼ਹੀਦ ਭਗਤ ਸਿੰਘ, ਸ਼ਹੀਦ ਸੁਖਦੇਵ ਜੀ ਅਤੇ ਸ਼ਹੀਦ ਰਾਜਗੁਰੂ ਜੀ ਦਾ ਸ਼ਹੀਦੀ ਦਿਵਸ ਮਨਾਇਆ ਗਿਆ। xyxy=(58,1091,235,1202)
divider-6 xyxy=(779,842,1486,844)
chundian-body-2: ਇਪਟਾ, ਪੰਜਾਬ ਦੇ ਸਾਬਕਾ ਪ੍ਰਧਾਨ ਡਾ. ਅਮਰਜੀਤ ਸਿੰਘ ਹੇਅਰ, ਦਵਿੰਦਰ ਦਮਨ, ਨਿਰਮਲ ਜੌੜਾ ਅਤੇ ਹੋਰ ਲੇਖਕਾਂ ਨੇ ਕਿਤਾਬ ਬਾਰੇ ਵਿਚਾਰ ਸਾਂਝੇ ਕੀਤੇ। xyxy=(942,1896,1120,1959)
malba-body-2: ਸੁੱਟਿਆ ਜਾ ਰਿਹਾ ਸੀ, ਪਰ ਹੁਣ ਪਿਛਲੇ ਕੁਝ ਸਮੇਂ ਤੋਂ ਕੁਝ ਲੋਕਾਂ ਵੱਲੋਂ ਇਸ ਥਾਂ ਤੇ ਮਲਬਾ ਅਤੇ ਕੂੜਾ ਸੁੱਟ ਕੇ ਗੰਦਗੀ ਫੈਲਾਈ ਜਾ ਰਹੀ ਹੈ। xyxy=(942,2257,1304,2287)
grant-headline xyxy=(58,1377,766,1415)
colonel-photo xyxy=(58,1857,397,2027)
college-headline xyxy=(58,949,766,1049)
mandi-body-3: ਮੁਲਾਜ਼ਮ ਮੰਗਾਂ ਉੱਪਰ ਸਚਾਰੂ ਢੰਗ ਨਾਲ ਸੰਘਰਸ਼ ਕੀਤਾ ਜਾਵੇਗਾ। ਇਸ ਮੌਕੇ ਪੰਜਾਬ ਮੰਡੀ ਬੋਰਡ ਦੇ ਵੱਖ-ਵੱਖ ਜ਼ਿਲ੍ਹਿਆਂ ਦੇ ਪ੍ਰਧਾਨ ਅਤੇ ਅਹੁਦੇਦਾਰ ਮੌਜੂਦ ਸਨ। xyxy=(1127,1451,1304,1514)
birthday-banner: Happy Birthday xyxy=(1260,126,1476,156)
divider-4 xyxy=(58,1780,766,1782)
grant-body-1: ਵਿਧਾਨ ਸਭਾ ਹਲਕਾ ਚੱਬੇਵਾਲ ਦੇ ਵੱਖ-ਵੱਖ ਪਿੰਡਾਂ ਵਿੱਚ ਗਰੀਬ ਪਰਿਵਾਰਾਂ ਦੀ ਕੱਚੀ ਛੱਤ ਦੀ ਮੁਰੰਮਤ ਲਈ ਵਿਧਾਇਕ ਡਾ. ਇਸ਼ਾਂਕ ਵੱਲੋਂ 18 ਲੱਖ ਰੁਪਏ ਦੀ xyxy=(58,1454,243,1517)
congress-headline xyxy=(779,847,1486,893)
colonel-headline xyxy=(58,1785,397,1854)
chundian-body-3: ਵਾਰਤਕ ਕਿਤਾਬ ‘ਚੂੰਢੀਆਂ’ ਰਾਹੀਂ ਸੰਜੀਵਨ ਨੇ ਸਮਾਜ ਦੀਆਂ ਬੁਰਾਈਆਂ ’ਤੇ ਵਿਅੰਗ ਕੀਤਾ ਹੈ ਅਤੇ ਲੇਖਕ ਦੀ ਜ਼ਿੰਮੇਵਾਰੀ ਨਿਭਾਈ ਹੈ। xyxy=(1127,1896,1304,1959)
grant-subhead: • ਚੱਬੇਵਾਲ ਦਫ਼ਤਰ ਵਿੱਚ ਲਾਭਪਾਤਰੀਆਂ ਨੂੰ ਵੰਡੇ ਚੈਕ xyxy=(58,1541,182,1575)
bsp-subheadline: ਆਪ ਨੇ ਡਾ. ਅੰਬੇਡਕਰ ਦੇ ਨਾਮ ਤੇ ਸਮਾਜ ਨੂੰ ਗੁੰਮਰਾਹ ਕੀਤਾ : ਕਰੀਮਪੁਰੀ xyxy=(58,245,766,277)
malba-body-3: ਉਹਨਾਂ ਕਿਹਾ ਕਿ ਜੇਕਰ ਇਹ ਸਥਿਤੀ ਨਾ ਸੁਧਰੀ ਤਾਂ ਇਹ ਇਲਾਕਾ ਗੰਦਗੀ ਦਾ ਢੇਰ ਬਣ ਜਾਵੇਗਾ। ਉਹਨਾਂ ਨਗਰ ਨਿਗਮ ਦੇ ਕਮਿਸ਼ਨਰ ਤੋਂ ਮੰਗ ਕੀਤੀ ਕਿ ਦੋਸ਼ੀਆਂ ਖ਼ਿਲਾਫ਼ ਕਾਰਵਾਈ ਕੀਤੀ ਜਾਵੇ। xyxy=(1314,2058,1486,2137)
chundian-dateline: ਲੁਧਿਆਣਾ, 24 ਮਾਰਚ (ਪੈਗਾਮ-ਏ-ਜਗਤ) xyxy=(785,1729,927,1759)
colonel-body: ਸੰਸਦ ਮੈਂਬਰ ਡਾ. ਰਾਜ ਕੁਮਾਰ ਚੱਬੇਵਾਲ ਨੇ ਜ਼ਿਲ੍ਹੇ ਦੇ ਸਾਬਕਾ ਸੈਨਿਕਾਂ ਦੇ ਵਫ਼ਦ ਨਾਲ ਮੁਲਾਕਾਤ ਕਰਦਿਆਂ ਕਰਨਲ ਪੁਸ਼ਪਿੰਦਰ ਸਿੰਘ ਬਾਠ ਅਤੇ ਉਨ੍ਹਾਂ ਦੇ ਪੁੱਤਰ ’ਤੇ ਹੋਏ ਹਮਲੇ ਦੇ ਮਾਮਲੇ ਵਿੱਚ ਹਰ ਸੰਭਵ ਮਦਦ ਦਾ ਭਰੋਸਾ ਦਿੱਤਾ। ਵਫ਼ਦ ਨੇ ਮੰਗ ਕੀਤੀ ਕਿ ਦੋਸ਼ੀ ਪੁਲਿਸ ਅਧਿਕਾਰੀਆਂ ਖ਼ਿਲਾਫ਼ ਸਖ਼ਤ ਕਾਰਵਾਈ ਕੀਤੀ ਜਾਵੇ ਅਤੇ ਮਾਮਲੇ ਦੀ ਨਿਰਪੱਖ ਜਾਂਚ ਹੋਵੇ। ਡਾ. ਚੱਬੇਵਾਲ ਨੇ ਕਿਹਾ ਕਿ ਫੌਜ ਦੇ ਅਧਿਕਾਰੀ ਨਾਲ ਅਜਿਹਾ ਵਤੀਰਾ ਬਰਦਾਸ਼ਤ ਨਹੀਂ ਕੀਤਾ ਜਾਵੇਗਾ ਅਤੇ ਉਹ ਇਹ ਮਾਮਲਾ ਸੰਸਦ ਵਿੱਚ ਵੀ ਚੁੱਕਣਗੇ। ਇਸ ਮੌਕੇ ਕੈਪਟਨ ਹਰਦਿਆਲ ਸਿੰਘ, ਸੂਬੇਦਾਰ ਮੇਜਰ ਜਸਵੰਤ ਸਿੰਘ, ਕਰਨਲ ਜੀ.ਐਸ. ਢਿੱਲੋਂ, ਪ੍ਰਧਾਨ ਕੈਪਟਨ ਗੁਰਦੇਵ ਸਿੰਘ, ਸੂਬੇਦਾਰ ਅਵਤਾਰ ਸਿੰਘ, ਹਵਾਲਦਾਰ ਬਲਦੇਵ ਸਿੰਘ ਅਤੇ ਹੋਰ ਸਾਬਕਾ ਸੈਨਿਕ ਮੌਜੂਦ ਸਨ। xyxy=(58,2052,397,2195)
congress-headline-part1: ਜ਼ਿਲ੍ਹਾ ਕਾਂਗਰਸ ਕਮੇਟੀ ਮੁਹਾਲੀ ਵੱਲੋਂ xyxy=(819,852,1180,884)
malba-headline-part1: ਫੇਜ਼ 3 ਏ ਵਿੱਚ ਖਾਲੀ ਥਾਂ ਤੇ ਸੁੱਟਿਆ ਜਾ ਰਿਹਾ ਹੈ xyxy=(815,2017,1243,2047)
mandi-body-4: ਪੁਰੀ ਨੂੰ ਸੂਬਾ ਪ੍ਰਧਾਨ, ਗੁਲਸ਼ਨ ਚੰਦ ਨੂੰ ਜਨਰਲ ਸਕੱਤਰ, ਗੁਰਮੀਤ ਸਿੰਘ ਨੂੰ ਵਿੱਤ ਸਕੱਤਰ, ਸੁਰਿੰਦਰ ਸਿੰਘ ਨੂੰ ਸੀਨੀਅਰ ਮੀਤ ਪ੍ਰਧਾਨ ਅਤੇ ਹੋਰ ਅਹੁਦੇਦਾਰਾਂ ਦੀ ਚੋਣ ਕੀਤੀ ਗਈ। xyxy=(1314,1284,1486,1362)
email-link[interactable]: Info@paigamejagat.com xyxy=(91,69,252,85)
mandi-body-2: ਗੁਰਚਰਨ ਸਿੰਘ ਬੁੱਟਰ, ਸ੍ਰ ਹਰਿੰਦਰ ਸਿੰਘ ਮਾਨ, ਸ੍ਰ ਅਵਤਾਰ ਸਿੰਘ ਅਤੇ ਹੋਰ ਆਗੂਆਂ ਨੇ ਕਿਹਾ ਕਿ ਮੁਲਾਜ਼ਮਾਂ ਦੀਆਂ ਮੰਗਾਂ ਲਈ ਜੱਥੇਬੰਦੀ ਲਗਾਤਾਰ ਸੰਘਰਸ਼ ਕਰਦੀ ਰਹੇਗੀ। xyxy=(942,1451,1120,1530)
congress-body-1: ਜ਼ਿਲ੍ਹਾ ਕਾਂਗਰਸ ਕਮੇਟੀ ਮੁਹਾਲੀ ਵੱਲੋਂ ਸ਼ਹੀਦ-ਏ-ਆਜ਼ਮ ਸਰਦਾਰ ਭਗਤ ਸਿੰਘ ਦੇ ਸ਼ਹੀਦੀ ਦਿਹਾੜੇ ਮੌਕੇ ਰਾਜ ਭਵਨ, ਖਰੜ ਵਿਖੇ ਜ਼ਿਲ੍ਹਾ ਪ੍ਰਧਾਨ ਰਣਜੀਤ ਸਿੰਘ ਜੀਤੀ ਪਡਿਆਲਾ ਦੀ ਅਗਵਾਈ ਹੇਠ ਇੱਕ ਵਿਸ਼ਾਲ ਖੂਨਦਾਨ ਕੈਂਪ ਦਾ ਆਯੋਜਨ ਕੀਤਾ ਗਿਆ। ਇਸ ਕੈਂਪ ਵਿੱਚ 135 ਯੂਨਿਟ ਖੂਨ ਇਕੱਠਾ ਕੀਤਾ ਗਿਆ। xyxy=(779,936,933,1079)
chundian-headline-red: ‘ਚੂੰਢੀਆਂ’ xyxy=(1146,1668,1259,1705)
congress-body-3: ਜਸਕੀਰਤ ਸਿੰਘ ਰਤੀਆ ਦੀ ਅਗਵਾਈ ਹੇਠ ਪਹੁੰਚੀ ਬੱਡੀ ਟੀਮ ਨੇ ਖੂਨਦਾਨ ਕੀਤਾ। ਇਸ ਮੌਕੇ ਬਲਾਕ ਕਾਂਗਰਸ ਕਮੇਟੀ ਖਰੜ ਦੇ ਸਾਬਕਾ ਪ੍ਰਧਾਨ ਗੁਰਿੰਦਰ ਸਿੰਘ ਗਿੱਲ ਬਡਾਲਾ, ਸੀਨੀਅਰ ਕਾਂਗਰਸੀ ਆਗੂ ਕਮਲ ਕਿਸ਼ੋਰ ਸ਼ਰਮਾ, ਮਹਿਲਾ ਕਾਂਗਰਸ ਦੀ ਪ੍ਰਧਾਨ ਅਤੇ ਹੋਰ ਆਗੂ ਹਾਜ਼ਰ ਸਨ। xyxy=(1314,900,1486,1027)
budget-portrait xyxy=(639,1879,766,2033)
divider-3 xyxy=(58,1372,766,1374)
budget-body-2: ਕਰਮਜੀਤ ਕੌਰ ਨੇ ਦੱਸਿਆ ਕਿ ਵਿੱਤੀ ਸਾਲ 2023-24 ਵਿੱਚ ਇਹ ਵਧ ਕੇ 9235 ਕਰੋੜ ਰੁਪਏ ਤੱਕ ਪਹੁੰਚ ਗਿਆ ਅਤੇ 2024-25 ਵਿੱਚ 9565 ਕਰੋੜ ਰੁਪਏ ਦਾ ਮਾਲੀਆ ਪ੍ਰਾਪਤ ਹੋਇਆ। 31 ਮਾਰਚ 2025 ਤੱਕ 10,200 ਕਰੋੜ ਰੁਪਏ ਤੱਕ ਪਹੁੰਚਣ ਦੀ ਉਮੀਦ ਹੈ। ਸਰਕਾਰ ਨੂੰ 10,145 ਕਰੋੜ ਰੁਪਏ ਦਾ ਟੀਚਾ ਪੂਰਾ ਕਰਨ ਵਿੱਚ ਸਫ਼ਲਤਾ ਮਿਲੇਗੀ। xyxy=(407,2070,766,2149)
birthday-name: ਵਿਵੇਕ ਸ਼ਰਮਾ xyxy=(1316,360,1421,385)
